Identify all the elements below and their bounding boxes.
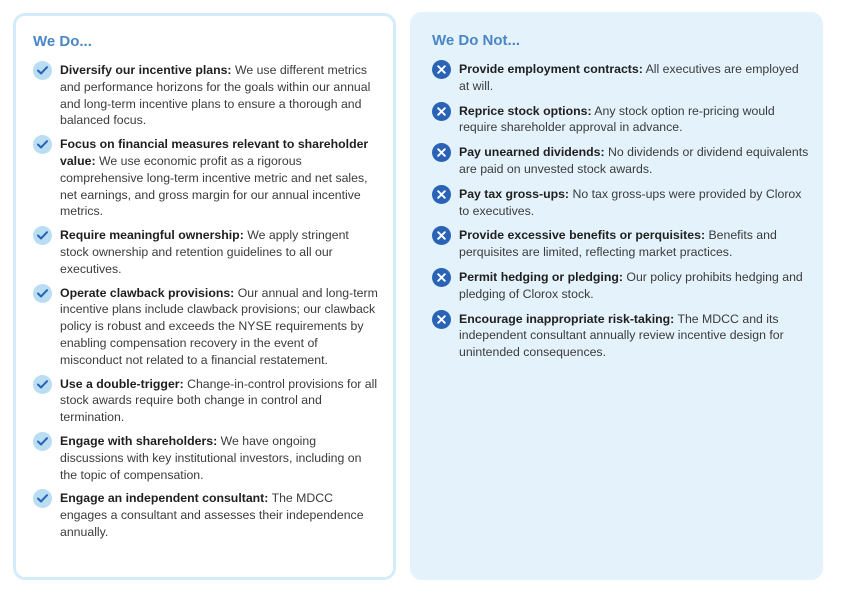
we-do-not-item-text <box>459 311 809 361</box>
x-icon <box>432 60 451 79</box>
we-do-not-item-body: The MDCC and its independent consultant annually review incentive design for unintended consequences. <box>459 311 784 360</box>
we-do-not-item-text <box>459 269 809 303</box>
we-do-item <box>33 62 379 129</box>
x-icon <box>432 143 451 162</box>
we-do-item <box>33 136 379 220</box>
we-do-not-item-text <box>459 144 809 178</box>
we-do-item-lead: Engage with shareholders: <box>60 433 218 448</box>
we-do-not-item-text <box>459 103 809 137</box>
we-do-item-text <box>60 62 379 129</box>
we-do-not-item-lead: Reprice stock options: <box>459 103 592 118</box>
x-icon <box>432 268 451 287</box>
we-do-item <box>33 490 379 540</box>
we-do-item-lead: Use a double-trigger: <box>60 376 184 391</box>
we-do-item-lead: Diversify our incentive plans: <box>60 63 232 77</box>
we-do-not-item-body: All executives are employed at will. <box>459 62 799 93</box>
we-do-item <box>33 433 379 483</box>
we-do-not-item-body: Any stock option re-pricing would require shareholder approval in advance. <box>459 103 775 135</box>
we-do-not-item <box>432 61 809 95</box>
we-do-item-lead: Focus on financial measures relevant to shareholder value: <box>60 137 369 168</box>
we-do-item-lead: Operate clawback provisions: <box>60 285 235 300</box>
check-icon <box>33 61 52 80</box>
we-do-item-lead: Engage an independent consultant: <box>60 491 269 506</box>
we-do-not-item-text <box>459 61 809 95</box>
we-do-not-item-lead: Encourage inappropriate risk-taking: <box>459 311 675 326</box>
we-do-item-body: We apply stringent stock ownership and retention guidelines to all our executives. <box>60 228 349 276</box>
check-icon <box>33 375 52 394</box>
we-do-item-body: We use different metrics and performance horizons for the goals within our annual and long-term incentive plans to ensure a thorough and balanced focus. <box>60 63 371 128</box>
we-do-not-item-body: Our policy prohibits hedging and pledging of Clorox stock. <box>459 269 803 301</box>
we-do-item-body: The MDCC engages a consultant and assesses their independence annually. <box>60 491 364 539</box>
check-icon <box>33 432 52 451</box>
we-do-not-item <box>432 227 809 261</box>
we-do-not-panel <box>410 12 823 580</box>
check-icon <box>33 284 52 303</box>
we-do-item-lead: Require meaningful ownership: <box>60 228 244 243</box>
we-do-item-body: We use economic profit as a rigorous comprehensive long-term incentive metric and net sales, net earnings, and gross margin for our annual incentive metrics. <box>60 153 368 219</box>
we-do-not-item-lead: Permit hedging or pledging: <box>459 269 623 284</box>
x-icon <box>432 226 451 245</box>
check-icon <box>33 135 52 154</box>
we-do-not-item-body: No tax gross-ups were provided by Clorox to executives. <box>459 186 802 218</box>
we-do-not-item <box>432 311 809 361</box>
we-do-item-text <box>60 433 379 483</box>
we-do-item <box>33 376 379 426</box>
we-do-not-item-text <box>459 186 809 220</box>
we-do-item-body: Change-in-control provisions for all stock awards require both change in control and termination. <box>60 376 378 425</box>
we-do-item <box>33 285 379 369</box>
we-do-item-body: We have ongoing discussions with key institutional investors, including on the topic of compensation. <box>60 433 362 482</box>
we-do-not-title: We Do Not... <box>432 32 521 49</box>
x-icon <box>432 102 451 121</box>
we-do-not-item-lead: Pay tax gross-ups: <box>459 186 570 201</box>
we-do-not-item-lead: Provide excessive benefits or perquisites: <box>459 228 706 243</box>
we-do-not-item-text <box>459 227 809 261</box>
we-do-item-text <box>60 285 379 369</box>
we-do-not-item <box>432 144 809 178</box>
we-do-item-text <box>60 227 379 277</box>
we-do-item-text <box>60 136 379 220</box>
we-do-not-item <box>432 269 809 303</box>
we-do-not-item <box>432 186 809 220</box>
we-do-list <box>33 62 379 541</box>
x-icon <box>432 310 451 329</box>
we-do-item-body: Our annual and long-term incentive plans include clawback provisions; our clawback policy is robust and exceeds the NYSE requirements by enabling compensation recovery in the event of misconduct not related to a financial restatement. <box>60 285 378 367</box>
check-icon <box>33 226 52 245</box>
we-do-title: We Do... <box>33 33 92 50</box>
x-icon <box>432 185 451 204</box>
we-do-not-list <box>432 61 809 361</box>
we-do-not-item-body: No dividends or dividend equivalents are paid on unvested stock awards. <box>459 145 809 176</box>
we-do-not-item-lead: Provide employment contracts: <box>459 62 643 76</box>
check-icon <box>33 489 52 508</box>
we-do-panel <box>13 13 396 580</box>
we-do-item-text <box>60 376 379 426</box>
we-do-item-text <box>60 490 379 540</box>
we-do-not-item-lead: Pay unearned dividends: <box>459 145 605 160</box>
we-do-not-item <box>432 103 809 137</box>
we-do-item <box>33 227 379 277</box>
we-do-not-item-body: Benefits and perquisites are limited, reflecting market practices. <box>459 228 777 260</box>
